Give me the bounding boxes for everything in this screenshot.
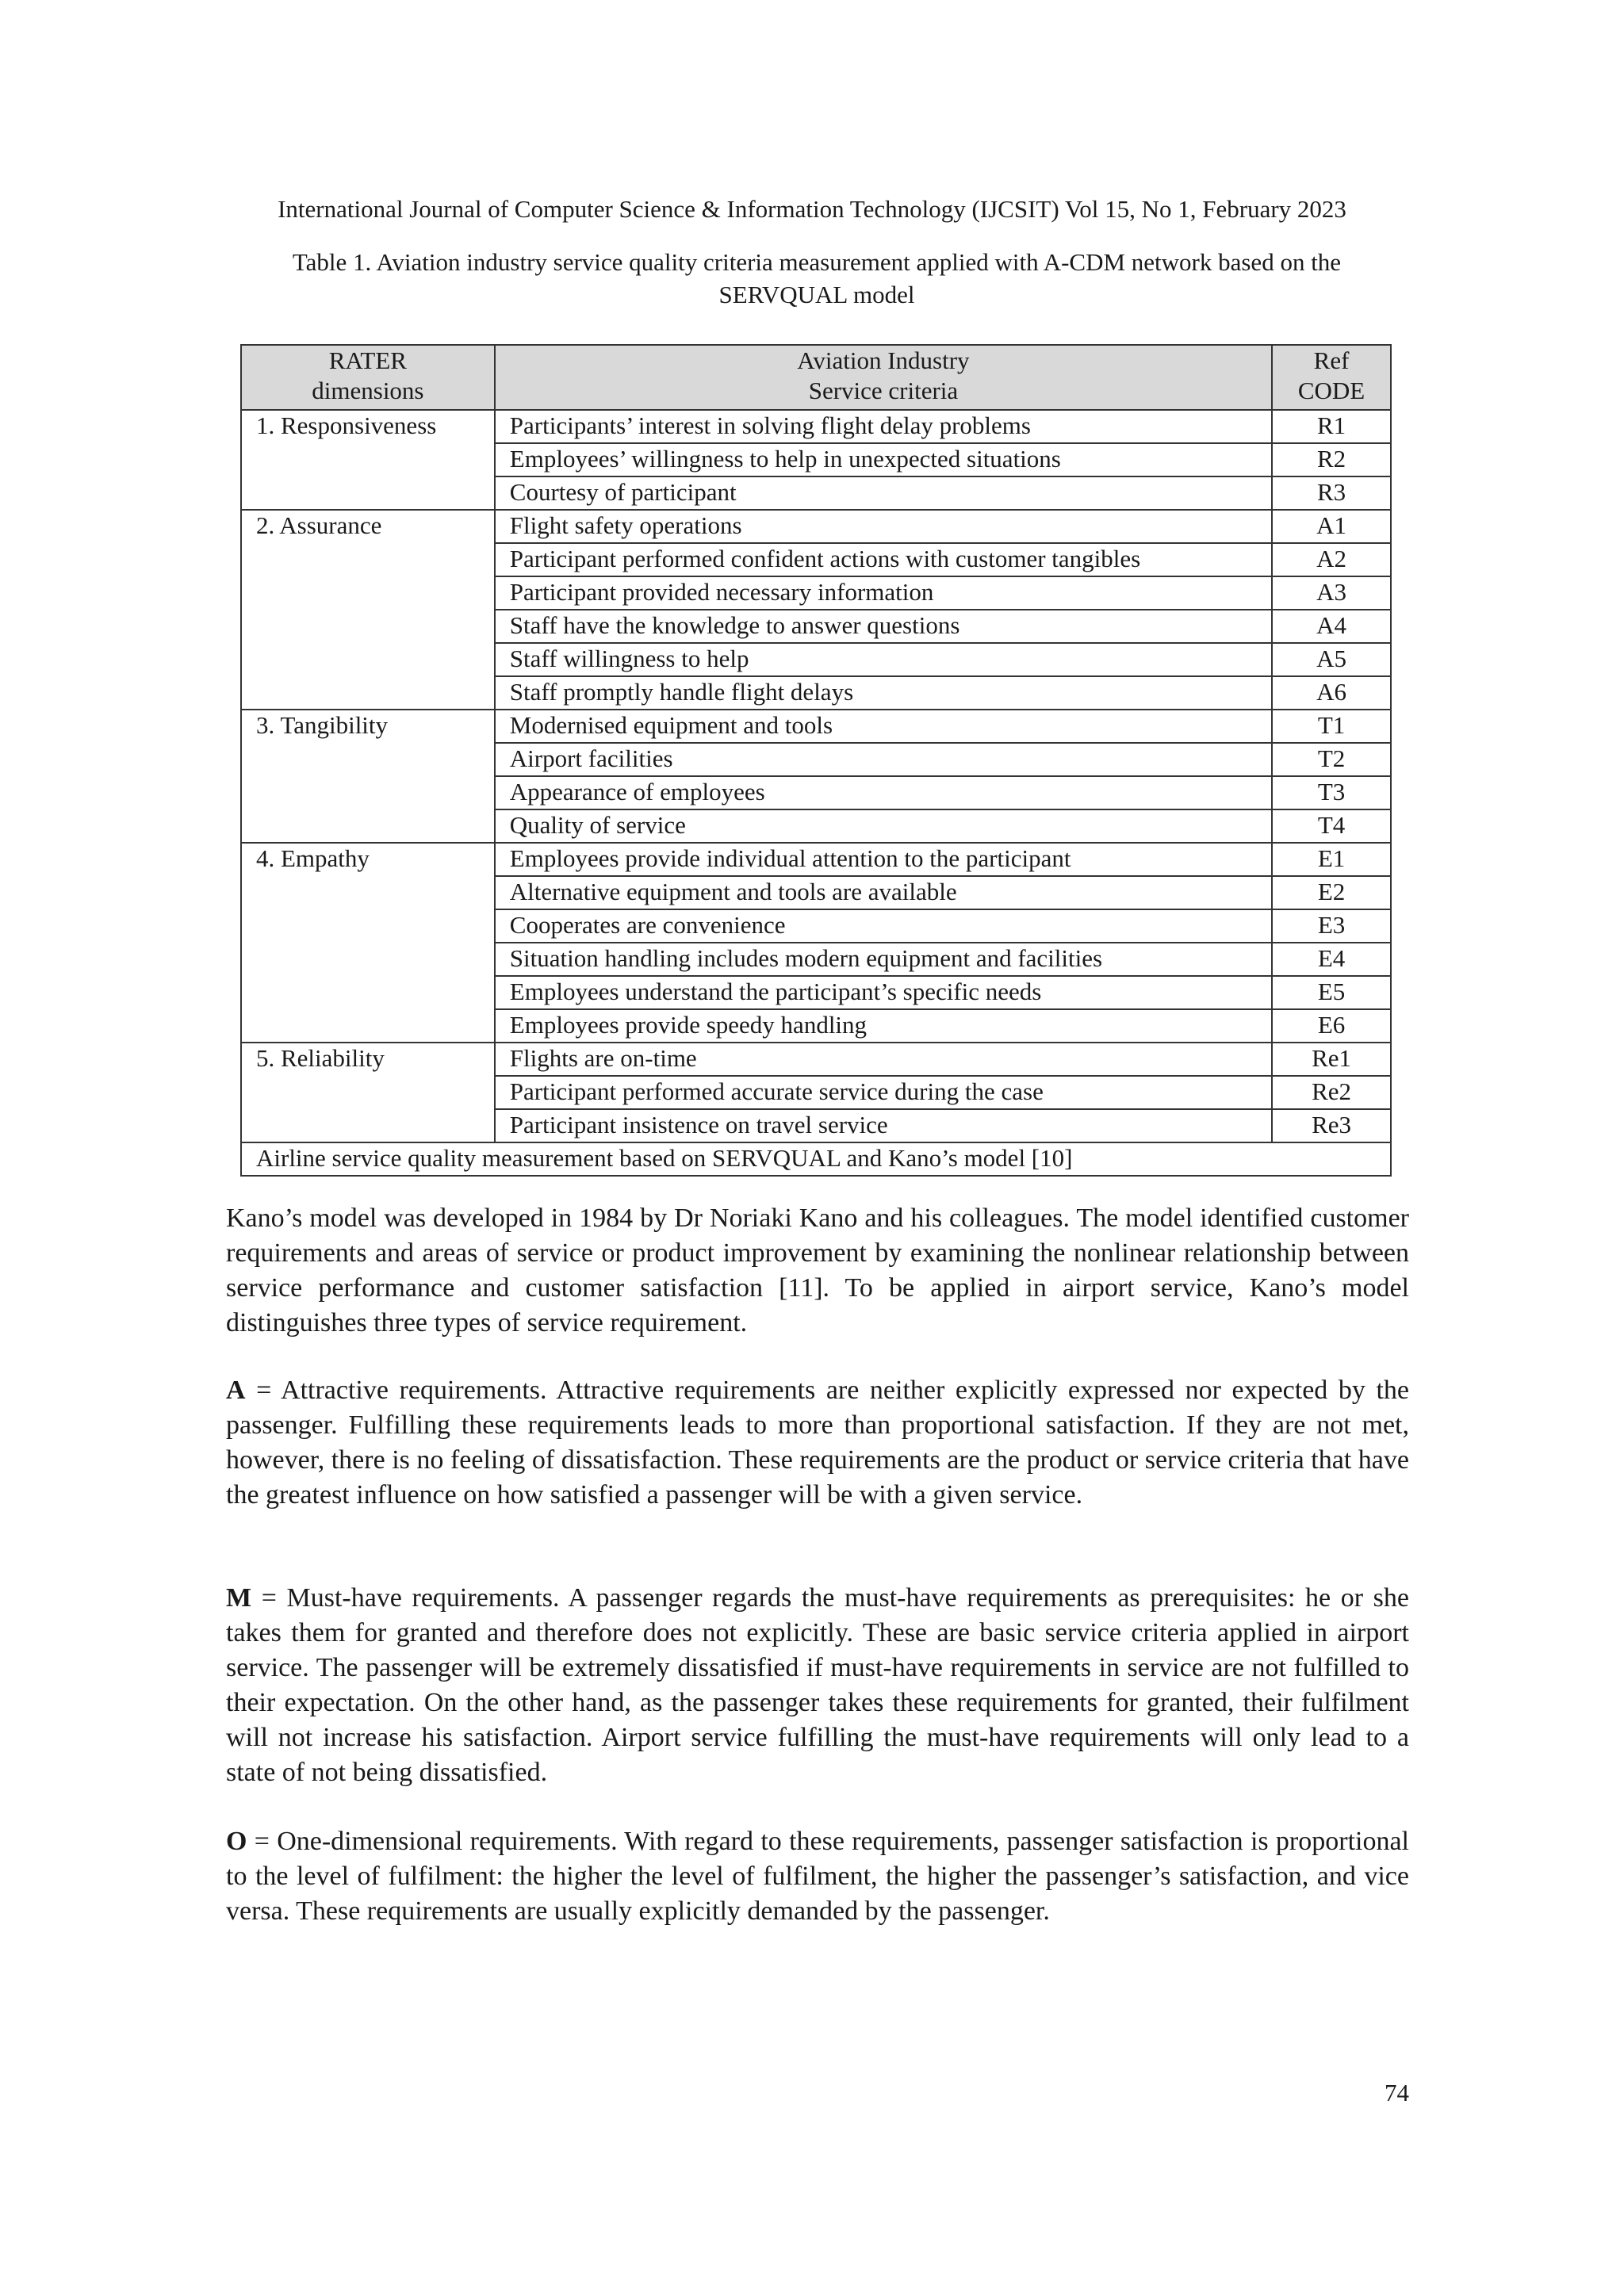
criteria-cell: Flight safety operations [495, 510, 1272, 543]
code-cell: E4 [1272, 943, 1391, 976]
criteria-cell: Participant performed accurate service during the case [495, 1076, 1272, 1109]
label-attractive: A [226, 1376, 246, 1405]
criteria-cell: Staff promptly handle flight delays [495, 676, 1272, 710]
criteria-cell: Employees’ willingness to help in unexpected situations [495, 443, 1272, 476]
criteria-cell: Modernised equipment and tools [495, 710, 1272, 743]
label-musthave: M [226, 1583, 252, 1613]
code-cell: Re1 [1272, 1043, 1391, 1076]
text-attractive: = Attractive requirements. Attractive requirements are neither explicitly expressed nor expected by the passenger. Fulfilling these requirements leads to more than proportional satisfaction. If they are not met, however, there is no feeling of dissatisfaction. These requirements are the product or service criteria that have the greatest influence on how satisfied a passenger will be with a given service. [226, 1376, 1409, 1510]
label-onedimensional: O [226, 1827, 247, 1856]
code-cell: A6 [1272, 676, 1391, 710]
code-cell: A4 [1272, 610, 1391, 643]
code-cell: Re2 [1272, 1076, 1391, 1109]
criteria-cell: Airport facilities [495, 743, 1272, 776]
servqual-criteria-table [240, 344, 1392, 1177]
code-cell: E3 [1272, 909, 1391, 943]
table-header-row [241, 345, 1391, 410]
criteria-cell: Cooperates are convenience [495, 909, 1272, 943]
table-caption-line-2: SERVQUAL model [718, 281, 915, 308]
criteria-cell: Employees provide speedy handling [495, 1009, 1272, 1043]
criteria-cell: Alternative equipment and tools are available [495, 876, 1272, 909]
table-row [241, 710, 1391, 743]
paragraph-attractive-requirements [226, 1373, 1409, 1513]
table-row [241, 510, 1391, 543]
criteria-cell: Participant provided necessary information [495, 576, 1272, 610]
code-cell: T3 [1272, 776, 1391, 809]
journal-running-header: International Journal of Computer Science & Information Technology (IJCSIT) Vol 15, No 1, February 2023 [278, 195, 1346, 223]
text-onedimensional: = One-dimensional requirements. With regard to these requirements, passenger satisfaction is proportional to the level of fulfilment: the higher the level of fulfilment, the higher the passenger’s satisfaction, and vice versa. These requirements are usually explicitly demanded by the passenger. [226, 1827, 1409, 1926]
paragraph-onedimensional-requirements [226, 1824, 1409, 1929]
code-cell: R2 [1272, 443, 1391, 476]
header-code-line-2: CODE [1297, 377, 1365, 404]
table-caption [222, 246, 1411, 311]
code-cell: T4 [1272, 809, 1391, 843]
criteria-cell: Participant performed confident actions with customer tangibles [495, 543, 1272, 576]
code-cell: T1 [1272, 710, 1391, 743]
criteria-cell: Appearance of employees [495, 776, 1272, 809]
header-service-criteria [495, 345, 1272, 410]
paragraph-musthave-requirements [226, 1581, 1409, 1790]
header-crit-line-1: Aviation Industry [797, 346, 970, 374]
dimension-cell: 2. Assurance [241, 510, 495, 710]
dimension-cell: 4. Empathy [241, 843, 495, 1043]
dimension-cell: 5. Reliability [241, 1043, 495, 1142]
header-dim-line-2: dimensions [312, 377, 424, 404]
code-cell: A3 [1272, 576, 1391, 610]
criteria-cell: Employees provide individual attention to the participant [495, 843, 1272, 876]
table-caption-line-1: Table 1. Aviation industry service quality criteria measurement applied with A-CDM network based on the [292, 248, 1342, 276]
header-ref-code [1272, 345, 1391, 410]
criteria-cell: Situation handling includes modern equipment and facilities [495, 943, 1272, 976]
table-row [241, 410, 1391, 443]
code-cell: E6 [1272, 1009, 1391, 1043]
table-row [241, 843, 1391, 876]
header-rater-dimensions [241, 345, 495, 410]
page-number: 74 [1385, 2079, 1409, 2107]
code-cell: E2 [1272, 876, 1391, 909]
code-cell: E5 [1272, 976, 1391, 1009]
table-row [241, 1043, 1391, 1076]
criteria-cell: Flights are on-time [495, 1043, 1272, 1076]
table-footnote: Airline service quality measurement based on SERVQUAL and Kano’s model [10] [241, 1142, 1391, 1176]
code-cell: A1 [1272, 510, 1391, 543]
text-musthave: = Must-have requirements. A passenger regards the must-have requirements as prerequisites: he or she takes them for granted and therefore does not explicitly. These are basic service criteria applied in airport service. The passenger will be extremely dissatisfied if must-have requirements in service are not fulfilled to their expectation. On the other hand, as the passenger takes these requirements for granted, their fulfilment will not increase his satisfaction. Airport service fulfilling the must-have requirements will only lead to a state of not being dissatisfied. [226, 1583, 1409, 1787]
code-cell: R3 [1272, 476, 1391, 510]
criteria-cell: Staff have the knowledge to answer questions [495, 610, 1272, 643]
code-cell: Re3 [1272, 1109, 1391, 1142]
criteria-cell: Participant insistence on travel service [495, 1109, 1272, 1142]
header-dim-line-1: RATER [328, 346, 407, 374]
dimension-cell: 1. Responsiveness [241, 410, 495, 510]
table-footnote-row [241, 1142, 1391, 1176]
header-code-line-1: Ref [1313, 346, 1350, 374]
paragraph-kano-intro: Kano’s model was developed in 1984 by Dr Noriaki Kano and his colleagues. The model identified customer requirements and areas of service or product improvement by examining the nonlinear relationship between service performance and customer satisfaction [11]. To be applied in airport service, Kano’s model distinguishes three types of service requirement. [226, 1203, 1409, 1337]
dimension-cell: 3. Tangibility [241, 710, 495, 843]
code-cell: T2 [1272, 743, 1391, 776]
code-cell: R1 [1272, 410, 1391, 443]
code-cell: A5 [1272, 643, 1391, 676]
code-cell: E1 [1272, 843, 1391, 876]
criteria-cell: Courtesy of participant [495, 476, 1272, 510]
criteria-cell: Participants’ interest in solving flight delay problems [495, 410, 1272, 443]
criteria-cell: Quality of service [495, 809, 1272, 843]
header-crit-line-2: Service criteria [808, 377, 959, 404]
criteria-cell: Employees understand the participant’s specific needs [495, 976, 1272, 1009]
code-cell: A2 [1272, 543, 1391, 576]
criteria-cell: Staff willingness to help [495, 643, 1272, 676]
